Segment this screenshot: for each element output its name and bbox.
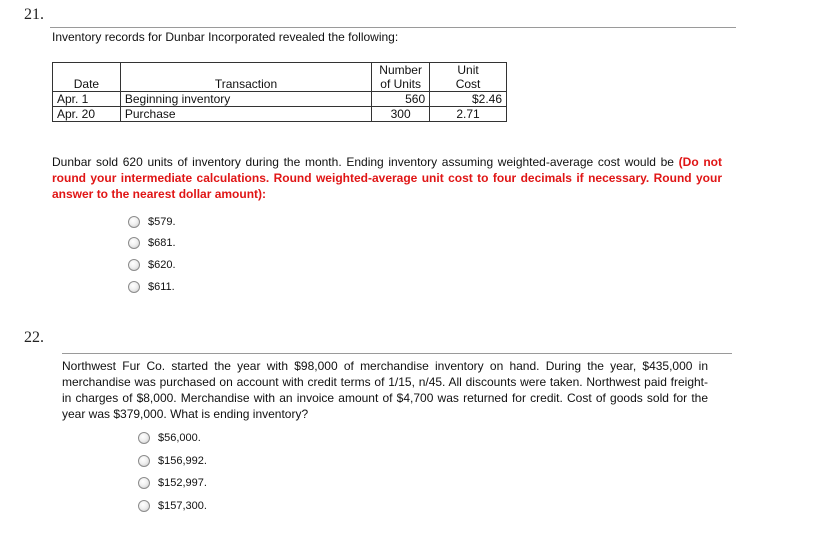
q22-option-a[interactable]	[138, 429, 201, 447]
header-date: Date	[53, 63, 121, 92]
radio-icon[interactable]	[138, 455, 150, 467]
question-22-number: 22.	[24, 329, 44, 346]
row-unit-cost: 2.71	[430, 107, 507, 122]
row-units: 560	[372, 92, 430, 107]
radio-icon[interactable]	[138, 500, 150, 512]
q21-option-d[interactable]	[128, 278, 175, 296]
question-21-number: 21.	[24, 6, 44, 23]
question-22-divider	[62, 353, 732, 354]
q21-option-b[interactable]	[128, 234, 176, 252]
row-units: 300	[372, 107, 430, 122]
header-unit-cost: Unit Cost	[430, 63, 507, 92]
q22-option-d[interactable]	[138, 497, 207, 515]
option-label: $681.	[148, 237, 176, 249]
question-21-divider	[50, 27, 736, 28]
radio-icon[interactable]	[128, 216, 140, 228]
table-row	[53, 107, 507, 122]
radio-icon[interactable]	[128, 281, 140, 293]
radio-icon[interactable]	[128, 237, 140, 249]
row-date: Apr. 20	[53, 107, 121, 122]
row-date: Apr. 1	[53, 92, 121, 107]
row-transaction: Beginning inventory	[120, 92, 371, 107]
option-label: $56,000.	[158, 432, 201, 444]
question-21-instruction: (Do not round your intermediate calculations. Round weighted-average unit cost to four decimals if necessary. Round your answer to the nearest dollar amount):	[52, 155, 723, 201]
option-label: $152,997.	[158, 477, 207, 489]
option-label: $579.	[148, 216, 176, 228]
q21-option-c[interactable]	[128, 256, 176, 274]
header-units: Number of Units	[372, 63, 430, 92]
radio-icon[interactable]	[138, 477, 150, 489]
question-22-text: Northwest Fur Co. started the year with $98,000 of merchandise inventory on hand. During the year, $435,000 in merchandise was purchased on account with credit terms of 1/15, n/45. All discounts were taken. Northwest paid freight-in charges of $8,000. Merchandise with an invoice amount of $4,700 was returned for credit. Cost of goods sold for the year was $379,000. What is ending inventory?	[62, 359, 708, 421]
table-row	[53, 92, 507, 107]
header-transaction: Transaction	[120, 63, 371, 92]
option-label: $611.	[148, 281, 175, 293]
radio-icon[interactable]	[138, 432, 150, 444]
q22-option-c[interactable]	[138, 474, 207, 492]
row-transaction: Purchase	[120, 107, 371, 122]
question-21-body: Dunbar sold 620 units of inventory during the month. Ending inventory assuming weighted-average cost would be	[52, 155, 679, 169]
option-label: $620.	[148, 259, 176, 271]
row-unit-cost: $2.46	[430, 92, 507, 107]
option-label: $157,300.	[158, 500, 207, 512]
q21-option-a[interactable]	[128, 213, 176, 231]
option-label: $156,992.	[158, 455, 207, 467]
q22-option-b[interactable]	[138, 452, 207, 470]
question-21-text	[52, 154, 722, 202]
inventory-table	[52, 62, 507, 122]
question-21-intro: Inventory records for Dunbar Incorporated revealed the following:	[52, 30, 399, 44]
radio-icon[interactable]	[128, 259, 140, 271]
inventory-table-header	[53, 63, 507, 92]
